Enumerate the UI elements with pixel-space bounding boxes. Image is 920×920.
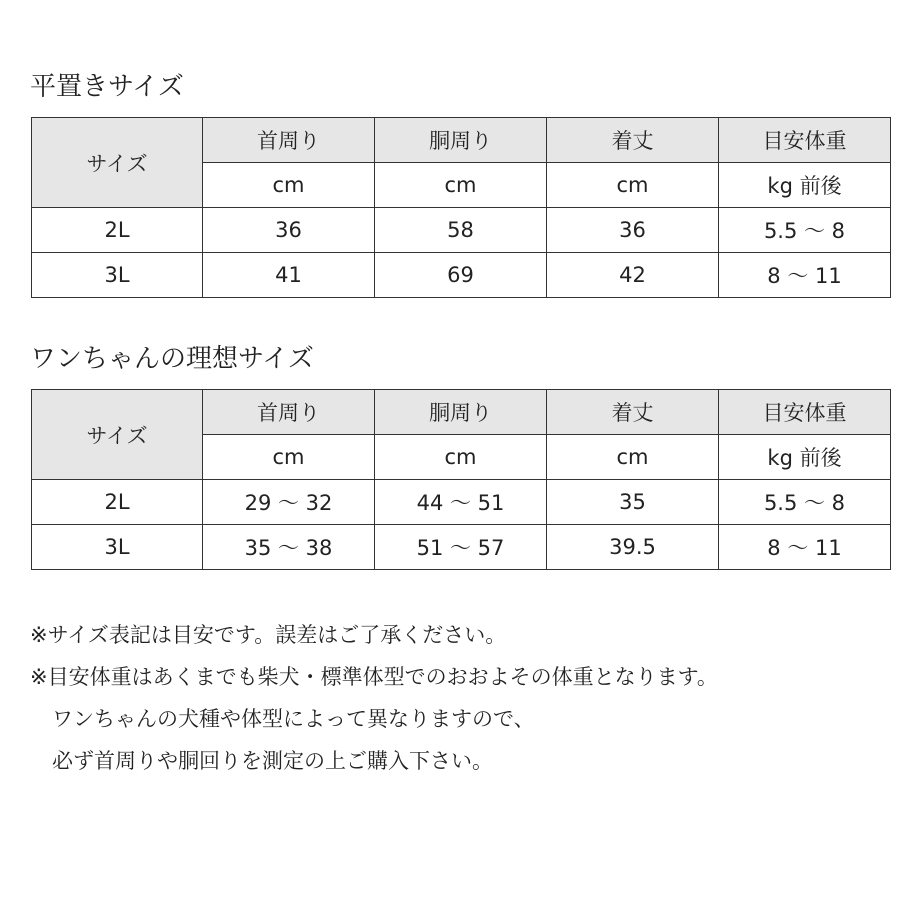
unit-cell: cm [547, 435, 719, 480]
column-header-neck: 首周り [203, 118, 375, 163]
column-header-neck: 首周り [203, 390, 375, 435]
column-header-length: 着丈 [547, 118, 719, 163]
unit-cell: cm [203, 163, 375, 208]
value-cell: 35 〜 38 [203, 525, 375, 570]
note-line: ※目安体重はあくまでも柴犬・標準体型でのおおよその体重となります。 [30, 665, 718, 689]
value-cell: 58 [375, 208, 547, 253]
table-row [32, 480, 891, 525]
value-cell: 41 [203, 253, 375, 298]
value-cell: 35 [547, 480, 719, 525]
unit-cell: cm [547, 163, 719, 208]
column-header-chest: 胴周り [375, 118, 547, 163]
unit-cell: kg 前後 [719, 435, 891, 480]
unit-cell: cm [203, 435, 375, 480]
column-header-weight: 目安体重 [719, 118, 891, 163]
value-cell: 8 〜 11 [719, 253, 891, 298]
note-line: 必ず首周りや胴回りを測定の上ご購入下さい。 [52, 749, 493, 773]
column-header-chest: 胴周り [375, 390, 547, 435]
size-header-cell: サイズ [32, 118, 203, 208]
table-header-row [32, 118, 891, 163]
value-cell: 29 〜 32 [203, 480, 375, 525]
unit-cell: kg 前後 [719, 163, 891, 208]
flat-size-table [31, 117, 891, 298]
notes-block [30, 614, 890, 782]
flat-size-title: 平置きサイズ [30, 72, 184, 102]
unit-cell: cm [375, 163, 547, 208]
table-header-row [32, 390, 891, 435]
value-cell: 5.5 〜 8 [719, 208, 891, 253]
value-cell: 36 [547, 208, 719, 253]
size-header-cell: サイズ [32, 390, 203, 480]
table-row [32, 208, 891, 253]
ideal-size-title: ワンちゃんの理想サイズ [30, 344, 314, 374]
size-cell: 2L [32, 480, 203, 525]
value-cell: 36 [203, 208, 375, 253]
value-cell: 42 [547, 253, 719, 298]
column-header-length: 着丈 [547, 390, 719, 435]
value-cell: 44 〜 51 [375, 480, 547, 525]
size-cell: 3L [32, 525, 203, 570]
note-line: ※サイズ表記は目安です。誤差はご了承ください。 [30, 623, 507, 647]
value-cell: 8 〜 11 [719, 525, 891, 570]
value-cell: 69 [375, 253, 547, 298]
size-cell: 2L [32, 208, 203, 253]
table-row [32, 525, 891, 570]
table-row [32, 253, 891, 298]
value-cell: 39.5 [547, 525, 719, 570]
column-header-weight: 目安体重 [719, 390, 891, 435]
value-cell: 5.5 〜 8 [719, 480, 891, 525]
size-cell: 3L [32, 253, 203, 298]
note-line: ワンちゃんの犬種や体型によって異なりますので、 [52, 707, 535, 731]
unit-cell: cm [375, 435, 547, 480]
ideal-size-table [31, 389, 891, 570]
value-cell: 51 〜 57 [375, 525, 547, 570]
